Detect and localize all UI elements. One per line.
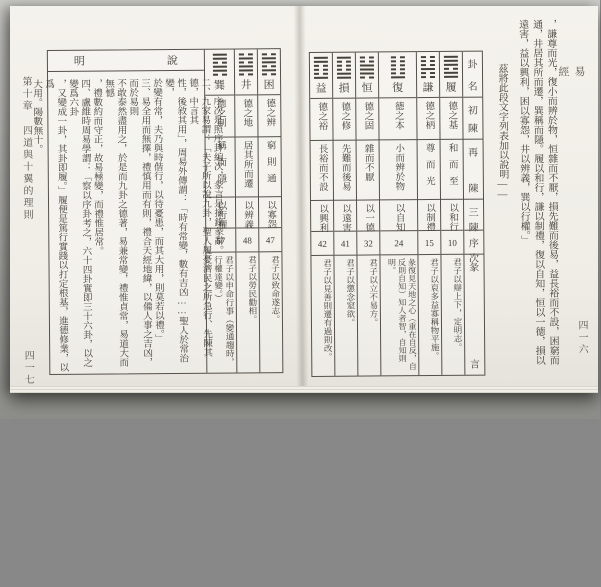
hexagram-column bbox=[356, 52, 382, 375]
hexagram-icon bbox=[337, 57, 351, 79]
hexagram-line bbox=[239, 61, 253, 63]
table-header-column bbox=[463, 52, 485, 375]
header-char: 卦 bbox=[467, 56, 477, 71]
first-statement-cell bbox=[235, 95, 257, 137]
second-statement-text: 長裕而不設 bbox=[316, 141, 328, 203]
hexagram-line bbox=[337, 61, 351, 63]
hexagram-line bbox=[360, 76, 374, 78]
hexagram-column bbox=[235, 49, 261, 372]
tuan-commentary-text: 君子以申命行事（變通趨時，行權達變。） bbox=[212, 255, 235, 372]
hexagram-line bbox=[212, 54, 226, 56]
header-cell bbox=[464, 255, 484, 375]
third-statement-cell bbox=[311, 201, 333, 232]
right-page bbox=[298, 4, 599, 393]
hexagram-line bbox=[262, 69, 276, 71]
header-char: 陳 bbox=[468, 120, 478, 135]
explanation-line: ，又變成一卦，其卦即履。」履便是篤行實踐以打定根基，進德修業，以爲 bbox=[42, 76, 68, 373]
hexagram-line bbox=[444, 72, 458, 74]
header-char: 序 bbox=[469, 235, 479, 250]
hexagram-line bbox=[239, 73, 253, 75]
second-statement-text: 雜而不厭 bbox=[362, 140, 374, 202]
first-statement-text: 德之制 bbox=[214, 96, 226, 140]
hexagram-icon bbox=[444, 56, 458, 78]
header-char: 彖 bbox=[469, 259, 479, 274]
hexagram-line bbox=[212, 66, 226, 68]
hexagram-line bbox=[314, 57, 328, 59]
third-statement-cell bbox=[259, 197, 281, 228]
hexagram-line bbox=[421, 68, 435, 70]
explanation-line: ，禮數約而守正，故易極變，而禮惟居常。 bbox=[90, 76, 104, 373]
hexagram-line bbox=[390, 64, 404, 66]
third-statement-cell bbox=[441, 200, 463, 231]
second-statement-text: 尊而光 bbox=[423, 140, 435, 202]
hexagram-name: 復 bbox=[392, 79, 403, 95]
first-statement-text: 德之地 bbox=[240, 95, 252, 139]
second-statement-cell bbox=[418, 140, 440, 200]
hexagram-name-cell bbox=[310, 53, 332, 99]
hexagram-name: 謙 bbox=[423, 79, 434, 95]
first-statement-text: 德之本 bbox=[392, 98, 404, 142]
tuan-commentary-cell bbox=[357, 255, 380, 375]
explanation-title-cell bbox=[48, 50, 204, 72]
sequence-number: 24 bbox=[394, 238, 403, 248]
first-statement-cell bbox=[356, 98, 378, 140]
hexagram-line bbox=[337, 65, 351, 67]
hexagram-icon bbox=[262, 53, 276, 75]
hexagram-column bbox=[417, 52, 443, 375]
tuan-commentary-text: 君子以裒多益寡稱物平施。 bbox=[428, 257, 440, 374]
hexagram-icon bbox=[390, 56, 404, 78]
first-statement-text: 德之基 bbox=[445, 98, 457, 142]
first-statement-text: 德之裕 bbox=[315, 99, 327, 143]
third-statement-text: 以制禮 bbox=[423, 200, 435, 233]
hexagram-name-cell bbox=[333, 53, 355, 99]
first-statement-cell bbox=[205, 96, 234, 138]
intro-column: ，謙尊而光，復小而辨於物，恒雜而不厭，損先難而後易，益長裕而不設，困窮而 bbox=[543, 19, 560, 379]
sequence-number: 41 bbox=[341, 238, 350, 248]
tuan-commentary-text: 君子以懲念窒欲。 bbox=[344, 258, 356, 375]
hexagram-line bbox=[421, 60, 435, 62]
sequence-number-cell bbox=[441, 231, 463, 255]
second-statement-cell bbox=[206, 138, 235, 198]
explanation-body-cell bbox=[48, 71, 206, 374]
header-cell bbox=[464, 231, 483, 255]
hexagram-column bbox=[258, 49, 283, 372]
third-statement-text: 以遠害 bbox=[339, 201, 351, 234]
second-statement-cell bbox=[441, 140, 463, 200]
hexagram-name: 損 bbox=[339, 80, 350, 96]
hexagram-line bbox=[360, 68, 374, 70]
hexagram-line bbox=[262, 73, 276, 75]
explanation-line: 性，後敘其用」，周易外傳謂：「時有常變，數有吉凶……聖人於常治變， bbox=[162, 75, 188, 372]
hexagram-line bbox=[314, 77, 328, 79]
hexagram-name-cell bbox=[356, 52, 378, 98]
second-statement-cell bbox=[380, 140, 417, 200]
explanation-line: 三、易全用而無擇，禮慎用而有則，禮合天經地緯，以備人事之吉凶，而於易則 bbox=[126, 75, 152, 372]
hexagram-column bbox=[333, 53, 359, 376]
tuan-commentary-text: 君子以見善則遷有過則改。 bbox=[321, 258, 333, 375]
hexagram-line bbox=[314, 73, 328, 75]
hexagram-name: 困 bbox=[264, 76, 275, 92]
running-head-char-2: 經 bbox=[555, 66, 571, 79]
hexagram-name: 巽 bbox=[214, 77, 225, 93]
third-statement-text: 以行權 bbox=[214, 198, 226, 231]
hexagram-line bbox=[239, 65, 253, 67]
explanation-line: 大用。陽數無十。 bbox=[30, 76, 44, 373]
first-statement-text: 德之柄 bbox=[422, 98, 434, 142]
second-statement-text: 小而辨於物 bbox=[392, 140, 404, 202]
hexagram-line bbox=[360, 72, 374, 74]
hexagram-line bbox=[444, 64, 458, 66]
tuan-commentary-text: 君子以致命遂志。 bbox=[269, 254, 281, 371]
third-statement-text: 以寡怨 bbox=[264, 197, 276, 230]
hexagram-icon bbox=[421, 56, 435, 78]
third-statement-cell bbox=[334, 201, 356, 232]
hexagram-line bbox=[212, 58, 226, 60]
sequence-number-cell bbox=[236, 228, 258, 252]
hexagram-icon bbox=[239, 53, 253, 75]
third-statement-cell bbox=[206, 198, 235, 229]
header-cell bbox=[464, 200, 483, 231]
header-cell bbox=[464, 140, 483, 200]
left-page-number: 四一七 bbox=[20, 350, 35, 386]
hexagram-name-cell bbox=[258, 49, 280, 95]
second-statement-cell bbox=[311, 141, 333, 201]
hexagram-line bbox=[314, 65, 328, 67]
left-page bbox=[8, 6, 301, 395]
explanation-title-char: 說 bbox=[167, 52, 178, 68]
first-statement-cell bbox=[258, 95, 280, 137]
first-statement-text: 德之固 bbox=[361, 98, 373, 142]
hexagram-line bbox=[444, 56, 458, 58]
tuan-commentary-text: 君子以立不易方。 bbox=[367, 257, 379, 374]
sequence-number: 32 bbox=[364, 238, 373, 248]
second-statement-text: 窮則通 bbox=[264, 137, 276, 199]
sequence-number-cell bbox=[311, 232, 333, 256]
hexagram-line bbox=[213, 74, 227, 76]
hexagram-line bbox=[337, 57, 351, 59]
tuan-commentary-cell bbox=[441, 255, 464, 375]
hexagram-line bbox=[239, 69, 253, 71]
tuan-commentary-text: 君子以辯上下，定明志。 bbox=[451, 257, 463, 374]
sequence-number-cell bbox=[418, 231, 440, 255]
hexagram-line bbox=[337, 77, 351, 79]
hexagram-line bbox=[262, 61, 276, 63]
hexagram-line bbox=[212, 62, 226, 64]
sequence-number-cell bbox=[206, 229, 235, 253]
hexagram-line bbox=[391, 72, 405, 74]
hexagram-name: 井 bbox=[241, 76, 252, 92]
hexagram-name: 履 bbox=[446, 79, 457, 95]
third-statement-text: 以一德 bbox=[362, 200, 374, 233]
hexagram-line bbox=[421, 76, 435, 78]
hexagram-line bbox=[444, 60, 458, 62]
first-statement-cell bbox=[333, 99, 355, 141]
header-char: 再 bbox=[468, 144, 478, 159]
hexagram-table-right bbox=[309, 51, 486, 377]
hexagram-name: 恒 bbox=[362, 79, 373, 95]
explanation-line: 於變有常，夫乃與時偕行，以待憂患，而其大用，則莫若以禮。」 bbox=[150, 75, 164, 372]
second-statement-text: 先難而後易 bbox=[339, 141, 351, 203]
tuan-commentary-text: 君子以勞民勸相。 bbox=[246, 254, 258, 371]
third-statement-text: 以興利 bbox=[316, 201, 328, 234]
tuan-commentary-text: 彖復見天地之心（重在自反，自反則自知）知人者智，自知則明。 bbox=[386, 257, 417, 374]
hexagram-line bbox=[262, 57, 276, 59]
sequence-number: 57 bbox=[216, 235, 225, 245]
sequence-number: 42 bbox=[318, 238, 327, 248]
tuan-commentary-cell bbox=[311, 256, 334, 376]
hexagram-line bbox=[239, 53, 253, 55]
right-page-number: 四一六 bbox=[574, 320, 589, 356]
hexagram-column bbox=[310, 53, 336, 376]
hexagram-line bbox=[314, 69, 328, 71]
first-statement-cell bbox=[440, 98, 462, 140]
hexagram-line bbox=[262, 65, 276, 67]
right-running-head bbox=[555, 66, 587, 95]
hexagram-line bbox=[337, 73, 351, 75]
hexagram-line bbox=[337, 69, 351, 71]
hexagram-column bbox=[205, 50, 238, 373]
explanation-column bbox=[48, 50, 208, 374]
hexagram-column bbox=[440, 52, 466, 375]
sequence-number-cell bbox=[380, 231, 417, 255]
sequence-number: 10 bbox=[448, 237, 457, 247]
sequence-number-cell bbox=[259, 228, 281, 252]
third-statement-text: 以和行 bbox=[446, 200, 458, 233]
explanation-line: 一、序次是照序卦編次，彖言是摘錄彖辭。 bbox=[210, 75, 224, 372]
hexagram-line bbox=[421, 56, 435, 58]
hexagram-name-cell bbox=[379, 52, 416, 98]
explanation-line: 二、九家易謂：「夫子所以說九卦，聖人履憂濟民之所急行、先陳其德，中言其 bbox=[186, 75, 212, 372]
first-statement-cell bbox=[379, 98, 416, 140]
hexagram-name: 益 bbox=[316, 80, 327, 96]
second-statement-cell bbox=[236, 137, 258, 197]
hexagram-line bbox=[421, 64, 435, 66]
first-statement-cell bbox=[310, 99, 332, 141]
first-statement-text: 德之修 bbox=[338, 99, 350, 143]
tuan-commentary-cell bbox=[236, 252, 259, 372]
hexagram-line bbox=[262, 53, 276, 55]
explanation-line: 四、盧維時周易學謂：「察以序卦考之，六十四卦實即三十六卦，以之變爲六卦 bbox=[66, 76, 92, 373]
sequence-number-cell bbox=[357, 231, 379, 255]
third-statement-cell bbox=[418, 200, 440, 231]
hexagram-table-left bbox=[47, 48, 284, 375]
hexagram-icon bbox=[360, 56, 374, 78]
sequence-number: 15 bbox=[425, 237, 434, 247]
running-head-char-1: 易 bbox=[571, 66, 587, 79]
second-statement-cell bbox=[259, 137, 281, 197]
hexagram-line bbox=[444, 68, 458, 70]
chapter-title: 四道與十翼的理則 bbox=[20, 125, 32, 221]
header-char: 名 bbox=[468, 78, 478, 93]
open-book bbox=[10, 6, 598, 393]
first-statement-text: 德之辨 bbox=[263, 95, 275, 139]
hexagram-column bbox=[379, 52, 420, 375]
intro-column: 遠害，益以興利，困以寡怨，井以辨義，巽以行權。」 bbox=[515, 19, 532, 379]
hexagram-line bbox=[390, 56, 404, 58]
header-char: 言 bbox=[470, 356, 480, 371]
second-statement-cell bbox=[334, 141, 356, 201]
sequence-number: 48 bbox=[243, 235, 252, 245]
hexagram-line bbox=[390, 60, 404, 62]
first-statement-cell bbox=[417, 98, 439, 140]
hexagram-icon bbox=[314, 57, 328, 79]
explanation-line: 不敢泰然盡用之，於是而九卦之德著，易兼常變，禮惟貞常，易道大而無憾 bbox=[102, 75, 128, 372]
hexagram-line bbox=[360, 56, 374, 58]
hexagram-line bbox=[212, 70, 226, 72]
hexagram-line bbox=[360, 60, 374, 62]
hexagram-line bbox=[239, 57, 253, 59]
tuan-commentary-cell bbox=[380, 255, 418, 375]
header-cell bbox=[463, 52, 482, 98]
sequence-number-cell bbox=[334, 232, 356, 256]
hexagram-line bbox=[391, 76, 405, 78]
third-statement-cell bbox=[357, 200, 379, 231]
intro-column: 茲將此段文字列表加以說明—— bbox=[494, 19, 511, 423]
third-statement-text: 以辨義 bbox=[241, 197, 253, 230]
hexagram-line bbox=[314, 61, 328, 63]
hexagram-line bbox=[444, 76, 458, 78]
hexagram-icon bbox=[212, 54, 226, 76]
hexagram-line bbox=[390, 68, 404, 70]
second-statement-text: 居其所而遷 bbox=[241, 137, 253, 199]
tuan-commentary-cell bbox=[206, 253, 236, 373]
hexagram-name-cell bbox=[440, 52, 462, 98]
third-statement-cell bbox=[236, 197, 258, 228]
sequence-number: 47 bbox=[266, 235, 275, 245]
header-char: 陳 bbox=[468, 180, 478, 195]
header-cell bbox=[463, 98, 482, 140]
hexagram-name-cell bbox=[205, 50, 234, 96]
intro-paragraph bbox=[494, 19, 560, 379]
intro-column: 通，井居其所而遷，巽稱而隱。履以和行，謙以制禮，復以自知，恒以一德，損以 bbox=[529, 19, 546, 379]
header-char: 次 bbox=[469, 250, 479, 265]
explanation-title-char: 明 bbox=[74, 53, 85, 69]
chapter-number: 第十章 bbox=[20, 76, 31, 112]
second-statement-text: 和而至 bbox=[446, 140, 458, 202]
third-statement-cell bbox=[380, 200, 417, 231]
hexagram-name-cell bbox=[235, 49, 257, 95]
hexagram-name-cell bbox=[417, 52, 439, 98]
hexagram-line bbox=[360, 64, 374, 66]
header-char: 三 bbox=[469, 204, 479, 219]
third-statement-text: 以自知 bbox=[393, 200, 405, 233]
tuan-commentary-cell bbox=[418, 255, 441, 375]
tuan-commentary-cell bbox=[259, 252, 282, 372]
tuan-commentary-cell bbox=[334, 256, 357, 376]
second-statement-cell bbox=[357, 140, 379, 200]
header-char: 初 bbox=[468, 102, 478, 117]
hexagram-line bbox=[421, 72, 435, 74]
second-statement-text: 稱而隱 bbox=[214, 138, 226, 200]
header-char: 陳 bbox=[469, 219, 479, 234]
